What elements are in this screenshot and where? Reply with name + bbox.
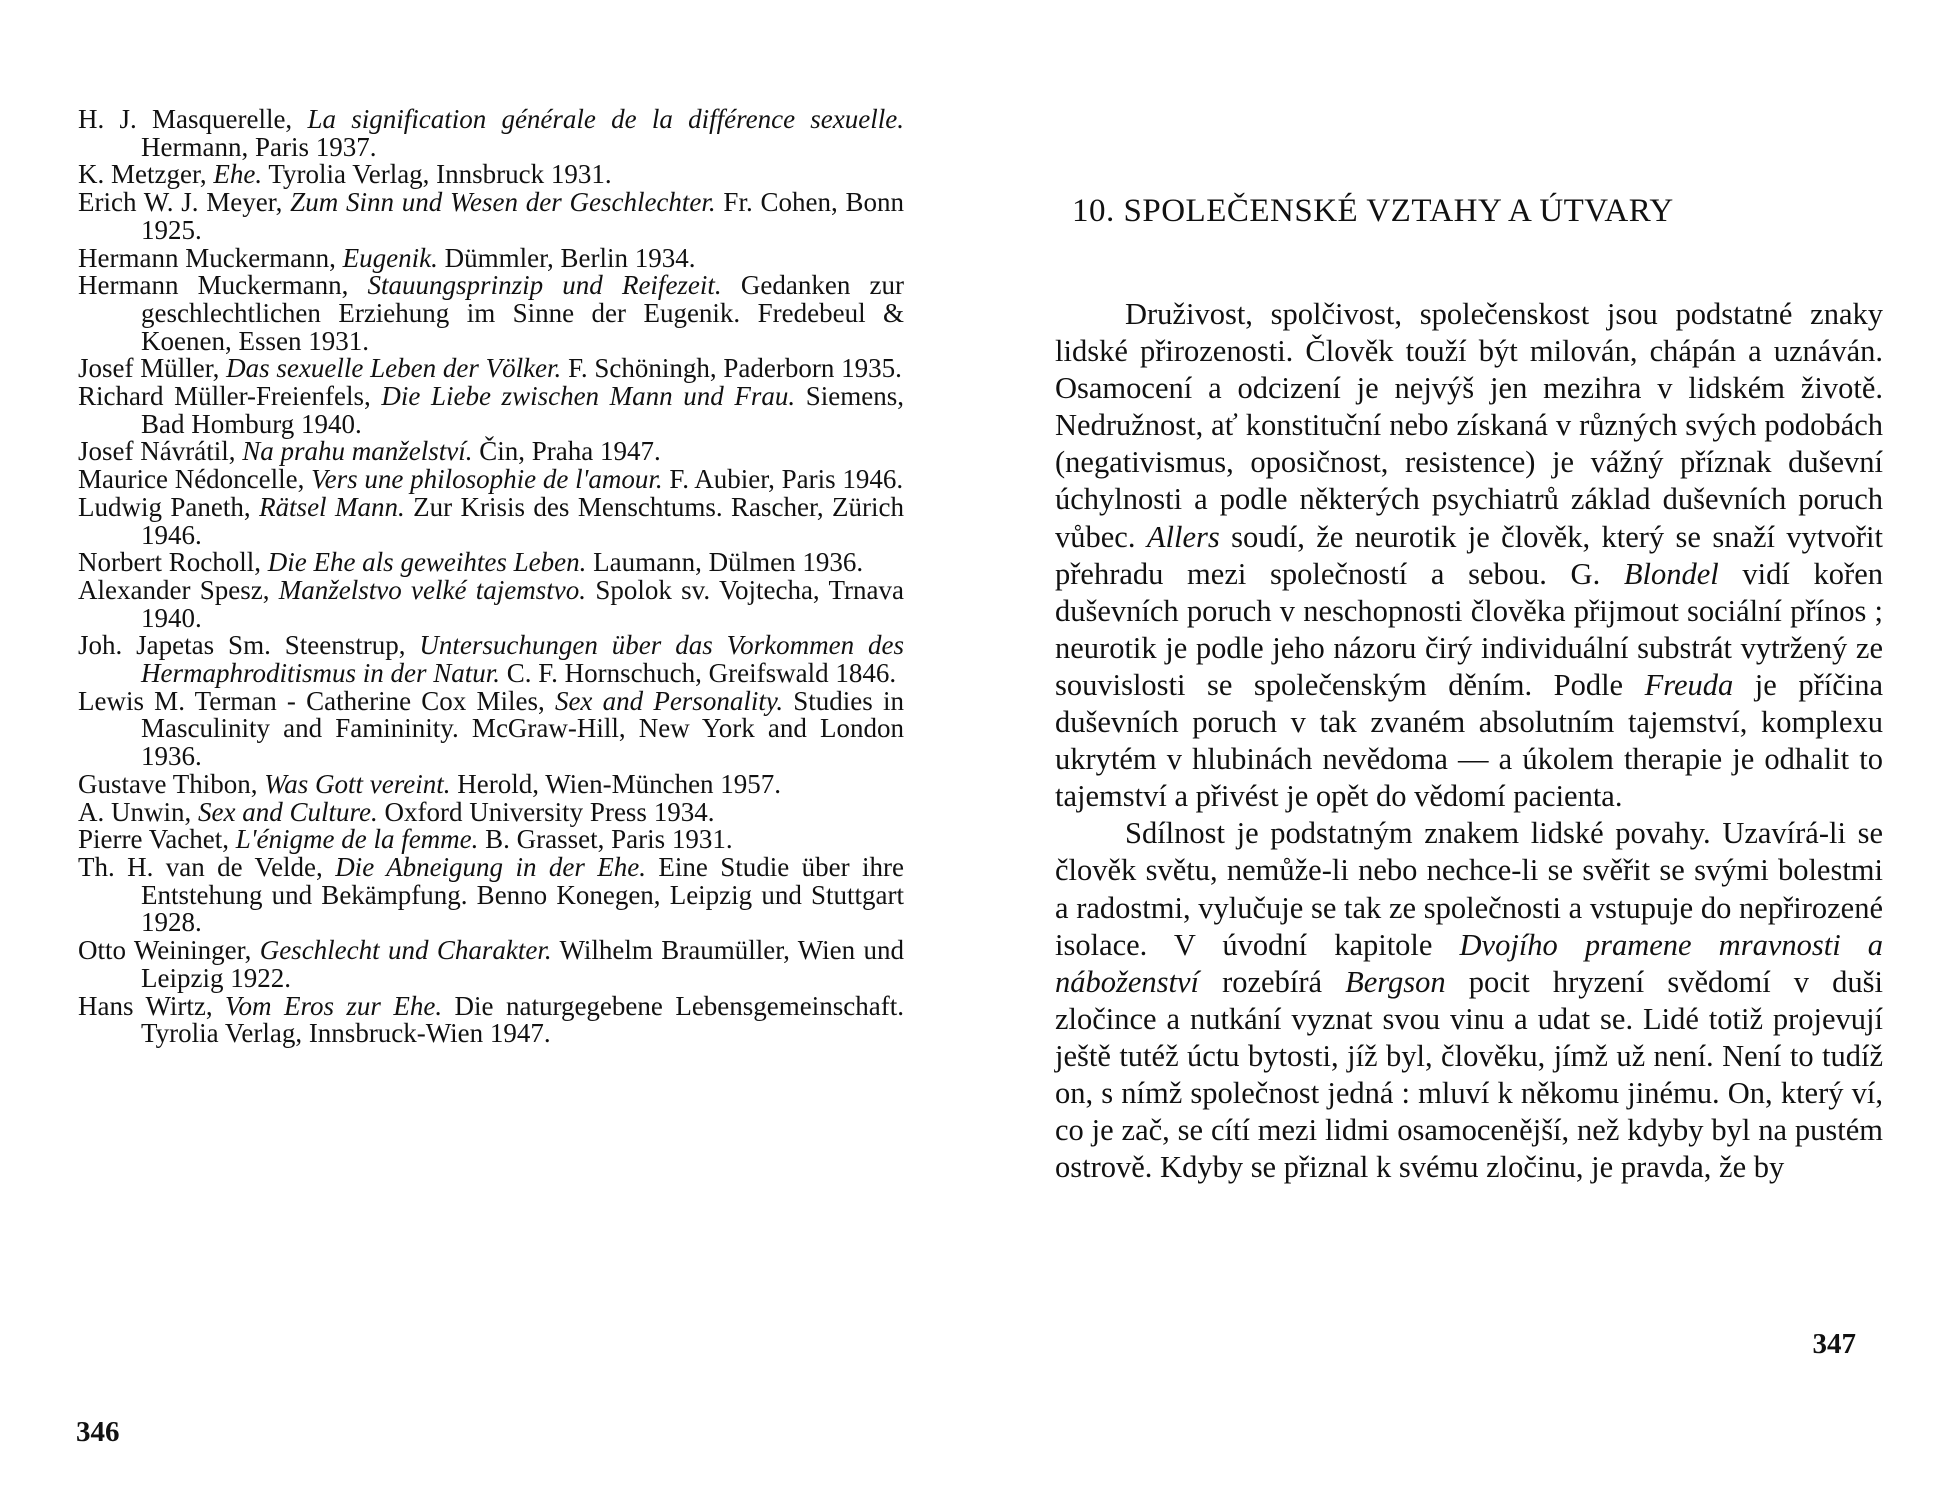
entry-publication: Laumann, Dülmen 1936. <box>586 547 864 578</box>
bibliography-entry <box>78 161 904 189</box>
bibliography-entry <box>78 383 904 438</box>
bibliography-entry <box>78 685 904 772</box>
paragraph-text: Druživost, spolčivost, společenskost jsou podstatné znaky lidské přirozenosti. Člověk touží být milován, chápán a uznáván. Osamocení a odcizení je nejvýš jen mezihra v lidském životě. Nedružnost, ať konstituční nebo získaná v různých svých podobách (negativismus, oposičnost, resistence) je vážný příznak duševní úchylnosti a podle některých psychiatrů základ duševních poruch vůbec. <box>1055 297 1883 554</box>
entry-author: Joh. Japetas Sm. Steenstrup, <box>78 630 420 661</box>
entry-publication: Fr. Cohen, Bonn 1925. <box>141 187 904 245</box>
bibliography-entry <box>78 106 904 161</box>
entry-author: Erich W. J. Meyer, <box>78 187 291 218</box>
entry-author: Richard Müller-Freienfels, <box>78 381 382 412</box>
bibliography-entry <box>78 632 904 687</box>
entry-title: Das sexuelle Leben der Völker. <box>226 353 562 384</box>
body-paragraph <box>1055 296 1883 815</box>
bibliography-entry <box>78 851 904 938</box>
entry-publication: Tyrolia Verlag, Innsbruck 1931. <box>262 159 612 190</box>
paragraph-text: je příčina duševních poruch v tak zvaném absolutním tajemství, komplexu ukrytém v hlubinách nevědoma — a úkolem therapie je odhalit to tajemství a přivést je opět do vědomí pacienta. <box>1055 667 1883 814</box>
paragraph-text: vidí kořen duševních poruch v neschopnosti člověka přijmout sociální přínos ; neurotik je podle jeho názoru čirý individuální substrát vytržený ze souvislosti se společenským děním. Podle <box>1055 556 1883 702</box>
entry-title: Rätsel Mann. <box>259 491 405 522</box>
entry-title: Manželstvo velké tajemstvo. <box>278 574 587 605</box>
italic-text: Blondel <box>1623 556 1719 591</box>
paragraph-text: Sdílnost je podstatným znakem lidské povahy. Uzavírá-li se člověk světu, nemůže-li nebo nechce-li se svěřit se svými bolestmi a radostmi, vylučuje se tak ze společnosti a vstupuje do nepřirozené isolace. V úvodní kapitole <box>1055 816 1883 962</box>
entry-author: H. J. Masquerelle, <box>78 104 308 134</box>
page-number-right: 347 <box>1812 1328 1856 1360</box>
entry-title: Eugenik. <box>342 242 438 273</box>
bibliography-entry <box>78 242 904 273</box>
entry-publication: Spolok sv. Vojtecha, Trnava 1940. <box>141 574 904 633</box>
entry-publication: Gedanken zur geschlechtlichen Erziehung im Sinne der Eugenik. Fredebeul & Koenen, Essen 1931. <box>141 270 904 356</box>
page-number-left: 346 <box>76 1416 120 1448</box>
bibliography-entry <box>78 796 904 827</box>
paragraph-text: soudí, že neurotik je člověk, který se snaží vytvořit přehradu mezi společností a sebou. G. <box>1055 519 1883 591</box>
entry-author: Josef Müller, <box>78 353 227 384</box>
entry-title: Geschlecht und Charakter. <box>259 935 552 966</box>
entry-publication: Wilhelm Braumüller, Wien und Leipzig 1922. <box>141 935 905 993</box>
bibliography-entry <box>78 574 904 633</box>
entry-title: Zum Sinn und Wesen der Geschlechter. <box>290 187 716 218</box>
entry-author: K. Metzger, <box>78 159 214 190</box>
entry-publication: F. Aubier, Paris 1946. <box>662 464 904 495</box>
entry-author: Alexander Spesz, <box>78 574 279 605</box>
entry-title: Na prahu manželství. <box>242 436 473 467</box>
bibliography-entry <box>78 990 904 1049</box>
bibliography-list <box>78 106 904 1048</box>
bibliography-entry <box>78 355 904 383</box>
entry-title: Die Abneigung in der Ehe. <box>335 851 646 882</box>
entry-author: Gustave Thibon, <box>78 768 265 799</box>
entry-publication: Siemens, Bad Homburg 1940. <box>141 381 904 439</box>
entry-author: Pierre Vachet, <box>78 824 236 855</box>
bibliography-entry <box>78 491 904 550</box>
bibliography-entry <box>78 189 904 244</box>
entry-publication: Studies in Masculinity and Famininity. McGraw-Hill, New York and London 1936. <box>141 685 904 772</box>
entry-title: Vers une philosophie de l'amour. <box>311 464 663 495</box>
paragraph-text: pocit hryzení svědomí v duši zločince a nutkání vyznat svou vinu a udat se. Lidé totiž projevují ještě tutéž úctu bytosti, jíž byl, člověku, jímž už není. Není to tudíž on, s nímž společnost jedná : mluví k někomu jinému. On, který ví, co je zač, se cítí mezi lidmi osamocenější, než kdyby byl na pustém ostrově. Kdyby se přiznal k svému zločinu, je pravda, že by <box>1055 964 1883 1185</box>
bibliography-entry <box>78 826 904 854</box>
entry-title: Die Liebe zwischen Mann und Frau. <box>381 381 796 412</box>
italic-text: Dvojího pramene mravnosti a náboženství <box>1055 927 1884 999</box>
entry-author: Lewis M. Terman - Catherine Cox Miles, <box>78 685 555 716</box>
entry-publication: Dümmler, Berlin 1934. <box>437 242 696 273</box>
entry-publication: C. F. Hornschuch, Greifswald 1846. <box>500 658 897 689</box>
entry-publication: Eine Studie über ihre Entstehung und Bekämpfung. Benno Konegen, Leipzig und Stuttgart 1928. <box>141 851 904 938</box>
entry-author: A. Unwin, <box>78 796 198 827</box>
entry-publication: F. Schöningh, Paderborn 1935. <box>561 353 902 384</box>
italic-text: Allers <box>1146 519 1220 554</box>
entry-author: Ludwig Paneth, <box>78 491 260 522</box>
entry-publication: Oxford University Press 1934. <box>377 796 715 827</box>
bibliography-entry <box>78 438 904 466</box>
entry-publication: B. Grasset, Paris 1931. <box>478 824 733 855</box>
entry-author: Hans Wirtz, <box>78 990 226 1021</box>
italic-text: Bergson <box>1345 964 1446 999</box>
entry-title: Ehe. <box>213 159 263 190</box>
entry-author: Th. H. van de Velde, <box>78 851 336 882</box>
entry-title: Sex and Personality. <box>554 685 784 716</box>
entry-title: Was Gott vereint. <box>264 768 451 799</box>
entry-author: Norbert Rocholl, <box>78 547 268 578</box>
entry-title: Untersuchungen über das Vorkommen des Hermaphroditismus in der Natur. <box>141 630 904 689</box>
entry-publication: Die naturgegebene Lebensgemeinschaft. Tyrolia Verlag, Innsbruck-Wien 1947. <box>141 990 904 1049</box>
entry-publication: Herold, Wien-München 1957. <box>450 768 782 799</box>
body-text <box>1055 296 1883 1186</box>
entry-publication: Čin, Praha 1947. <box>472 436 661 467</box>
entry-author: Josef Návrátil, <box>78 436 243 467</box>
bibliography-entry <box>78 272 904 355</box>
entry-publication: Zur Krisis des Menschtums. Rascher, Zürich 1946. <box>141 491 904 550</box>
entry-author: Otto Weininger, <box>78 935 260 966</box>
bibliography-entry <box>78 466 904 494</box>
paragraph-text: rozebírá <box>1199 964 1346 999</box>
right-page <box>968 0 1936 1500</box>
bibliography-entry <box>78 937 904 992</box>
entry-title: L'énigme de la femme. <box>235 824 479 855</box>
entry-title: Stauungsprinzip und Reifezeit. <box>367 270 722 301</box>
entry-title: Die Ehe als geweihtes Leben. <box>267 547 587 578</box>
entry-author: Hermann Muckermann, <box>78 270 368 301</box>
bibliography-entry <box>78 768 904 799</box>
entry-title: Sex and Culture. <box>198 796 378 827</box>
entry-author: Maurice Nédoncelle, <box>78 464 312 495</box>
chapter-title: 10. SPOLEČENSKÉ VZTAHY A ÚTVARY <box>1072 193 1674 229</box>
entry-title: Vom Eros zur Ehe. <box>225 990 443 1021</box>
body-paragraph <box>1055 815 1883 1186</box>
entry-publication: Hermann, Paris 1937. <box>141 131 377 162</box>
entry-author: Hermann Muckermann, <box>78 242 343 273</box>
bibliography-entry <box>78 549 904 577</box>
entry-title: La signification générale de la différence sexuelle. <box>307 104 904 134</box>
italic-text: Freuda <box>1644 667 1734 702</box>
